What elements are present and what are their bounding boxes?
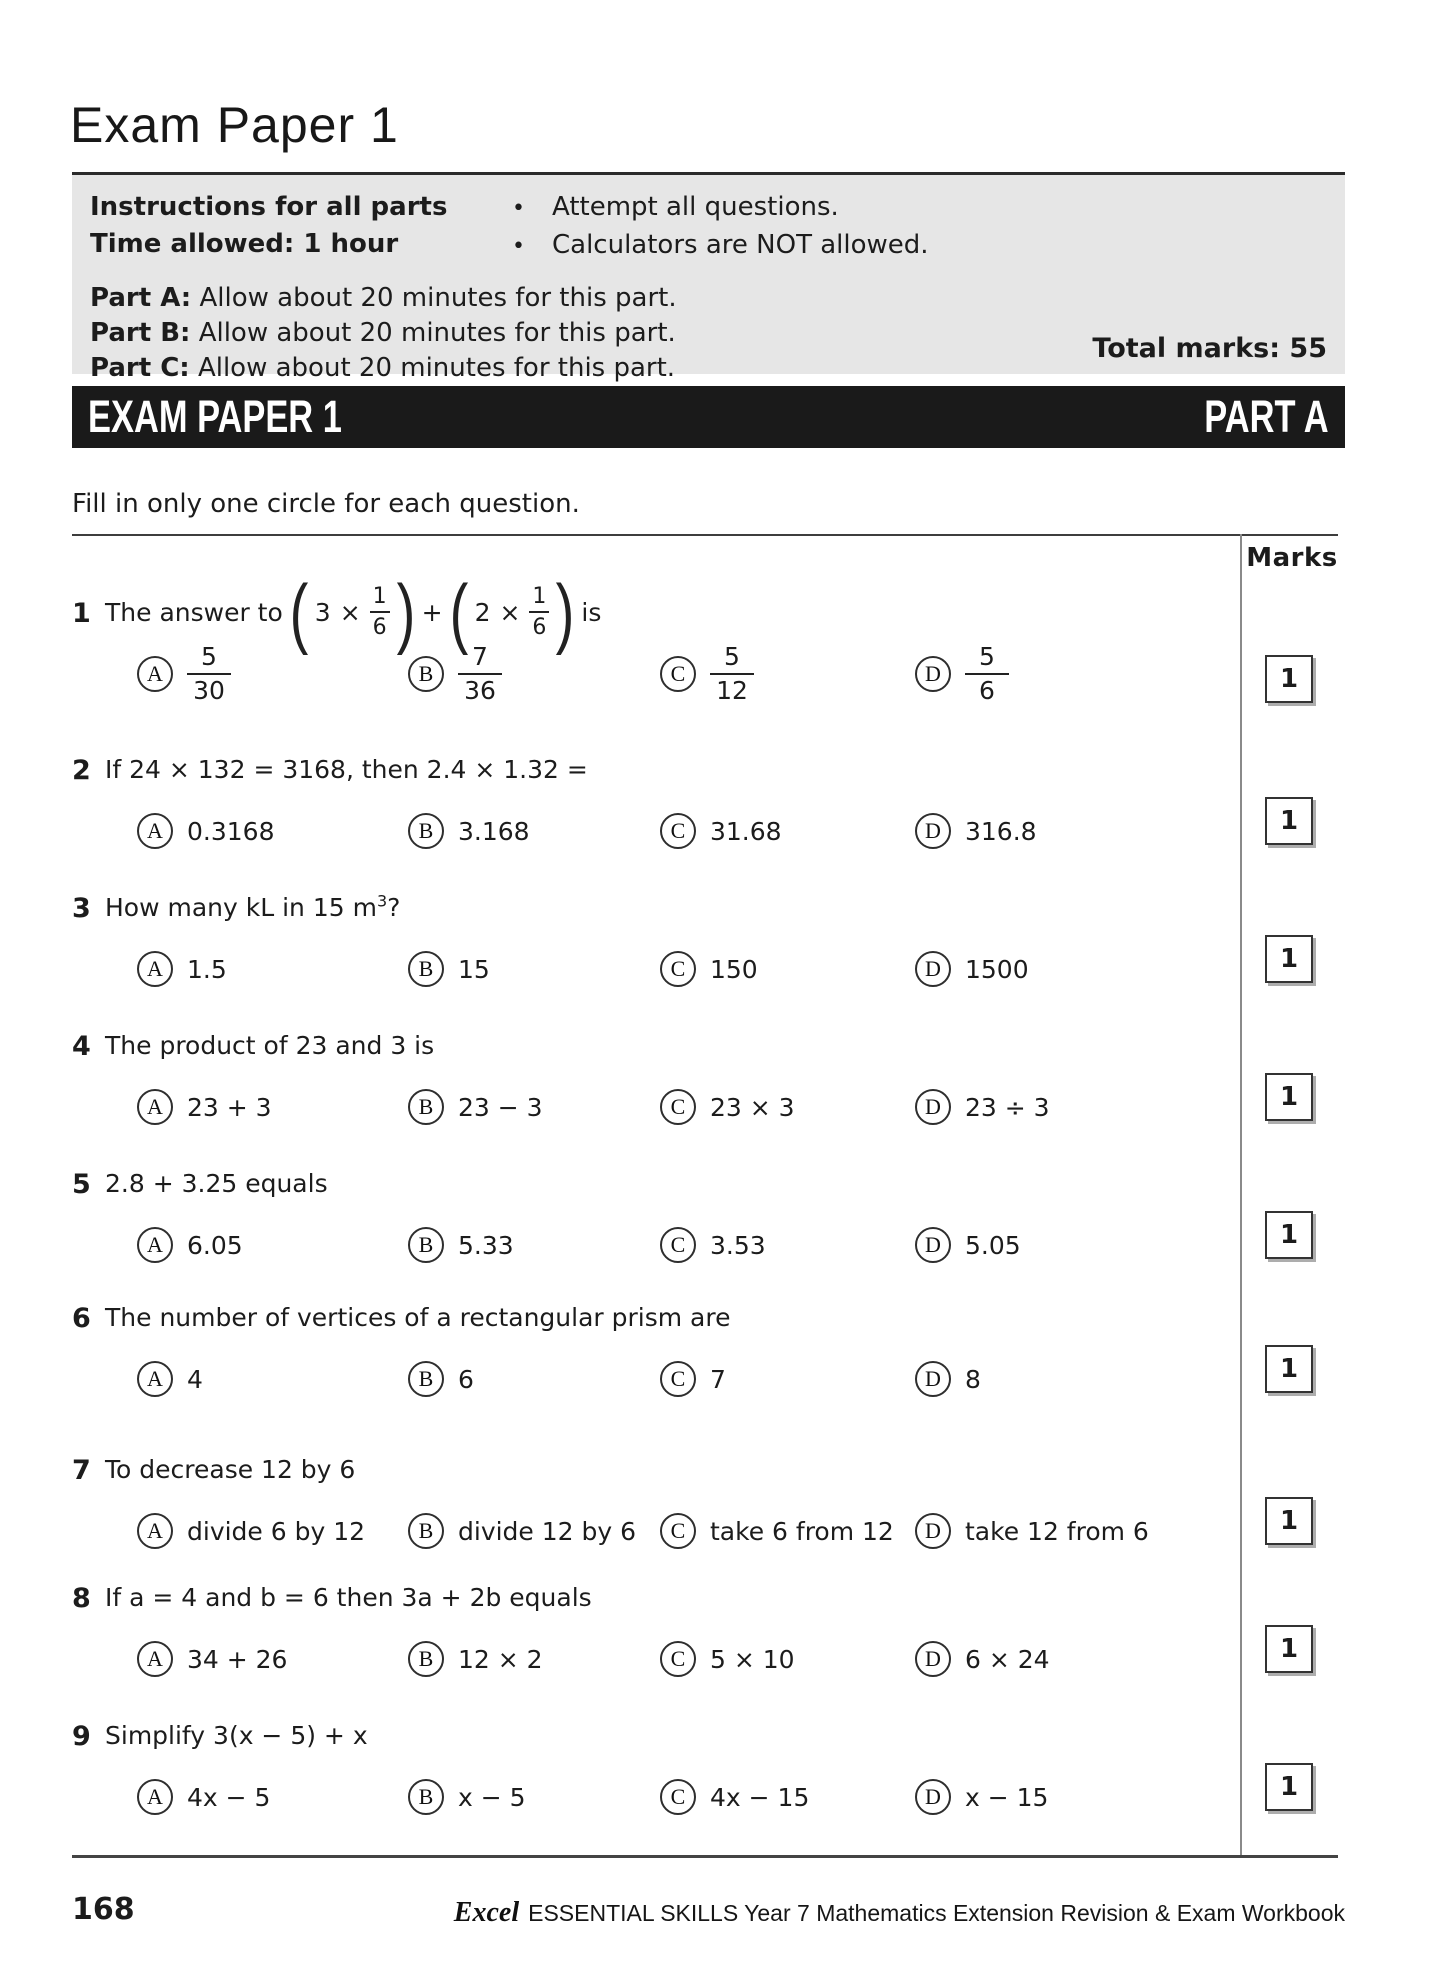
instruction-bullet-2: • Calculators are NOT allowed. [512,227,929,265]
question-text: The answer to ( 3 × $\frac{1}{6}$ ) + ( 2 × $\frac{1}{6}$ ) is [105,567,602,656]
option-d[interactable]: D 5.05 [915,1227,1021,1263]
bullet-icon: • [512,196,525,221]
marks-box-q7: 1 [1265,1497,1313,1545]
option-b[interactable]: B 5.33 [408,1227,514,1263]
question-number: 5 [72,1169,91,1200]
option-b[interactable]: B divide 12 by 6 [408,1513,636,1549]
option-letter-circle[interactable]: C [660,951,696,987]
option-b[interactable]: B 6 [408,1361,474,1397]
marks-box-q8: 1 [1265,1625,1313,1673]
option-c[interactable]: C 7 [660,1361,726,1397]
option-letter-circle[interactable]: D [915,656,951,692]
option-d[interactable]: D x − 15 [915,1779,1048,1815]
option-a[interactable] [137,644,231,705]
option-a[interactable]: A 6.05 [137,1227,243,1263]
fraction: $\frac{1}{6}$ [529,585,549,639]
page-number: 168 [72,1892,135,1927]
marks-box-q4: 1 [1265,1073,1313,1121]
part-b-line: Part B: Allow about 20 minutes for this part. [90,318,676,348]
marks-box-q9: 1 [1265,1763,1313,1811]
question-number: 9 [72,1721,91,1752]
option-letter-circle[interactable]: D [915,1227,951,1263]
marks-box-q6: 1 [1265,1345,1313,1393]
total-marks: Total marks: 55 [1092,333,1327,364]
part-c-line: Part C: Allow about 20 minutes for this part. [90,353,676,383]
option-letter-circle[interactable]: D [915,1361,951,1397]
marks-box-q2: 1 [1265,797,1313,845]
question-number: 7 [72,1455,91,1486]
option-a[interactable]: A 23 + 3 [137,1089,272,1125]
open-paren: ( [449,567,468,656]
marks-box-q1: 1 [1265,655,1313,703]
option-letter-circle[interactable]: B [408,813,444,849]
option-c[interactable]: C 150 [660,951,758,987]
table-top-rule [72,534,1338,536]
option-b[interactable]: B 23 − 3 [408,1089,543,1125]
marks-column-header: Marks [1246,543,1338,573]
option-fraction: $\frac{7}{36}$ [458,644,502,705]
option-letter-circle[interactable]: C [660,656,696,692]
option-letter-circle[interactable]: C [660,813,696,849]
option-fraction: $\frac{5}{12}$ [710,644,754,705]
option-c[interactable]: C 4x − 15 [660,1779,809,1815]
option-letter-circle[interactable]: A [137,1089,173,1125]
option-letter-circle[interactable]: B [408,1641,444,1677]
footer-series-title: Excel ESSENTIAL SKILLS Year 7 Mathematics Extension Revision & Exam Workbook [453,1897,1345,1928]
question-text: To decrease 12 by 6 [105,1455,356,1484]
option-letter-circle[interactable]: D [915,1089,951,1125]
part-a-line: Part A: Allow about 20 minutes for this part. [90,283,677,313]
option-letter-circle[interactable]: A [137,1641,173,1677]
option-a[interactable]: A 1.5 [137,951,227,987]
question-number: 1 [72,598,91,629]
question-number: 3 [72,893,91,924]
bullet-icon: • [512,234,525,259]
question-text: 2.8 + 3.25 equals [105,1169,328,1198]
marks-box-q3: 1 [1265,935,1313,983]
table-bottom-rule [72,1855,1338,1858]
option-letter-circle[interactable]: B [408,1361,444,1397]
option-b[interactable]: B 3.168 [408,813,530,849]
fill-in-note: Fill in only one circle for each question. [72,489,580,519]
close-paren: ) [556,567,575,656]
option-b[interactable]: B 15 [408,951,490,987]
option-c[interactable]: C 5 × 10 [660,1641,795,1677]
option-d[interactable]: D 1500 [915,951,1029,987]
option-c[interactable]: C 31.68 [660,813,782,849]
question-number: 4 [72,1031,91,1062]
question-number: 8 [72,1583,91,1614]
option-d[interactable]: D 6 × 24 [915,1641,1050,1677]
time-allowed: Time allowed: 1 hour [90,229,399,259]
brand-logo-text: Excel [453,1897,520,1928]
instruction-bullet-1: • Attempt all questions. [512,189,929,227]
marks-column-rule [1240,534,1242,1855]
option-letter-circle[interactable]: C [660,1089,696,1125]
option-d[interactable]: D 23 ÷ 3 [915,1089,1050,1125]
option-letter-circle[interactable]: B [408,1227,444,1263]
section-banner [72,386,1345,448]
option-letter-circle[interactable]: A [137,951,173,987]
option-d[interactable]: D 8 [915,1361,981,1397]
option-a[interactable]: A divide 6 by 12 [137,1513,365,1549]
option-d[interactable]: D take 12 from 6 [915,1513,1149,1549]
option-a[interactable]: A 0.3168 [137,813,274,849]
option-b[interactable]: B 12 × 2 [408,1641,543,1677]
option-letter-circle[interactable]: D [915,951,951,987]
option-letter-circle[interactable]: C [660,1779,696,1815]
question-text: If 24 × 132 = 3168, then 2.4 × 1.32 = [105,755,588,784]
option-letter-circle[interactable]: C [660,1513,696,1549]
banner-exam-title: EXAM PAPER 1 [88,391,342,442]
option-letter-circle[interactable]: B [408,1089,444,1125]
option-letter-circle[interactable]: D [915,1513,951,1549]
option-c[interactable]: C 23 × 3 [660,1089,795,1125]
option-letter-circle[interactable]: D [915,813,951,849]
question-number: 6 [72,1303,91,1334]
option-letter-circle[interactable]: C [660,1227,696,1263]
option-letter-circle[interactable]: A [137,1361,173,1397]
option-letter-circle[interactable]: B [408,1513,444,1549]
option-c[interactable] [660,644,754,705]
option-fraction: $\frac{5}{6}$ [965,644,1009,705]
option-b[interactable] [408,644,502,705]
option-letter-circle[interactable]: B [408,656,444,692]
instructions-heading: Instructions for all parts [90,192,448,222]
option-letter-circle[interactable]: B [408,951,444,987]
fraction: $\frac{1}{6}$ [370,585,390,639]
option-letter-circle[interactable]: A [137,1227,173,1263]
close-paren: ) [396,567,415,656]
option-b[interactable]: B x − 5 [408,1779,526,1815]
option-a[interactable]: A 34 + 26 [137,1641,287,1677]
option-a[interactable]: A 4x − 5 [137,1779,270,1815]
option-d[interactable]: D 316.8 [915,813,1037,849]
option-fraction: $\frac{5}{30}$ [187,644,231,705]
option-letter-circle[interactable]: A [137,656,173,692]
option-letter-circle[interactable]: A [137,1513,173,1549]
marks-box-q5: 1 [1265,1211,1313,1259]
page-title: Exam Paper 1 [70,97,399,153]
option-letter-circle[interactable]: B [408,1779,444,1815]
question-number: 2 [72,755,91,786]
question-text: The number of vertices of a rectangular prism are [105,1303,731,1332]
question-text: The product of 23 and 3 is [105,1031,435,1060]
question-text: Simplify 3(x − 5) + x [105,1721,368,1750]
option-letter-circle[interactable]: C [660,1641,696,1677]
option-letter-circle[interactable]: D [915,1779,951,1815]
instructions-box [72,172,1345,383]
option-letter-circle[interactable]: A [137,1779,173,1815]
option-a[interactable]: A 4 [137,1361,203,1397]
option-letter-circle[interactable]: D [915,1641,951,1677]
option-c[interactable]: C take 6 from 12 [660,1513,894,1549]
banner-part-label: PART A [1204,391,1329,442]
option-letter-circle[interactable]: A [137,813,173,849]
option-letter-circle[interactable]: C [660,1361,696,1397]
question-text: How many kL in 15 $m^3$? [105,891,401,922]
open-paren: ( [289,567,309,656]
option-d[interactable] [915,644,1009,705]
option-c[interactable]: C 3.53 [660,1227,766,1263]
question-text: If a = 4 and b = 6 then 3a + 2b equals [105,1583,592,1612]
